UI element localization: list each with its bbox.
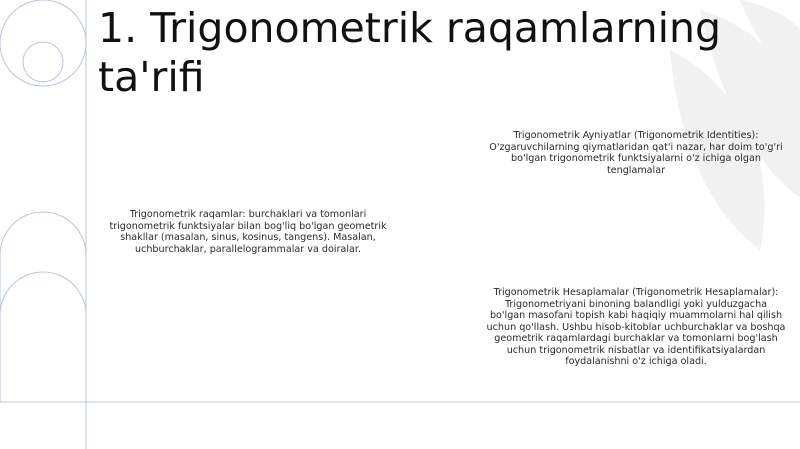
definition-text-block: Trigonometrik raqamlar: burchaklari va tomonlari trigonometrik funktsiyalar bilan bog'liq bo'lgan geometrik shakllar (masalan, sinus, kosinus, tangens). Masalan, uchburchaklar, parallelogrammalar va doiralar. — [109, 209, 387, 255]
large-circle — [0, 0, 86, 86]
identities-text-block: Trigonometrik Ayniyatlar (Trigonometrik Identities): O'zgaruvchilarning qiymatlaridan qat'i nazar, har doim to'g'ri bo'lgan trigonometrik funktsiyalarni o'z ichiga olgan tenglamalar — [489, 130, 783, 176]
lower-arch — [0, 272, 86, 315]
slide-title: 1. Trigonometrik raqamlarning ta'rifi — [98, 4, 721, 101]
upper-arch — [0, 212, 86, 255]
calculations-text-block: Trigonometrik Hesaplamalar (Trigonometrik Hesaplamalar): Trigonometriyani binoning balandligi yoki yulduzgacha bo'lgan masofani topish kabi haqiqiy muammolarni hal qilish uchun qo'llash. Ushbu hisob-kitoblar uchburchaklar va boshqa geometrik raqamlardagi burchaklar va tomonlarni bog'lash uchun trigonometrik nisbatlar va identifikatsiyalardan foydalanishni o'z ichiga oladi. — [486, 287, 786, 367]
small-circle — [23, 42, 63, 82]
